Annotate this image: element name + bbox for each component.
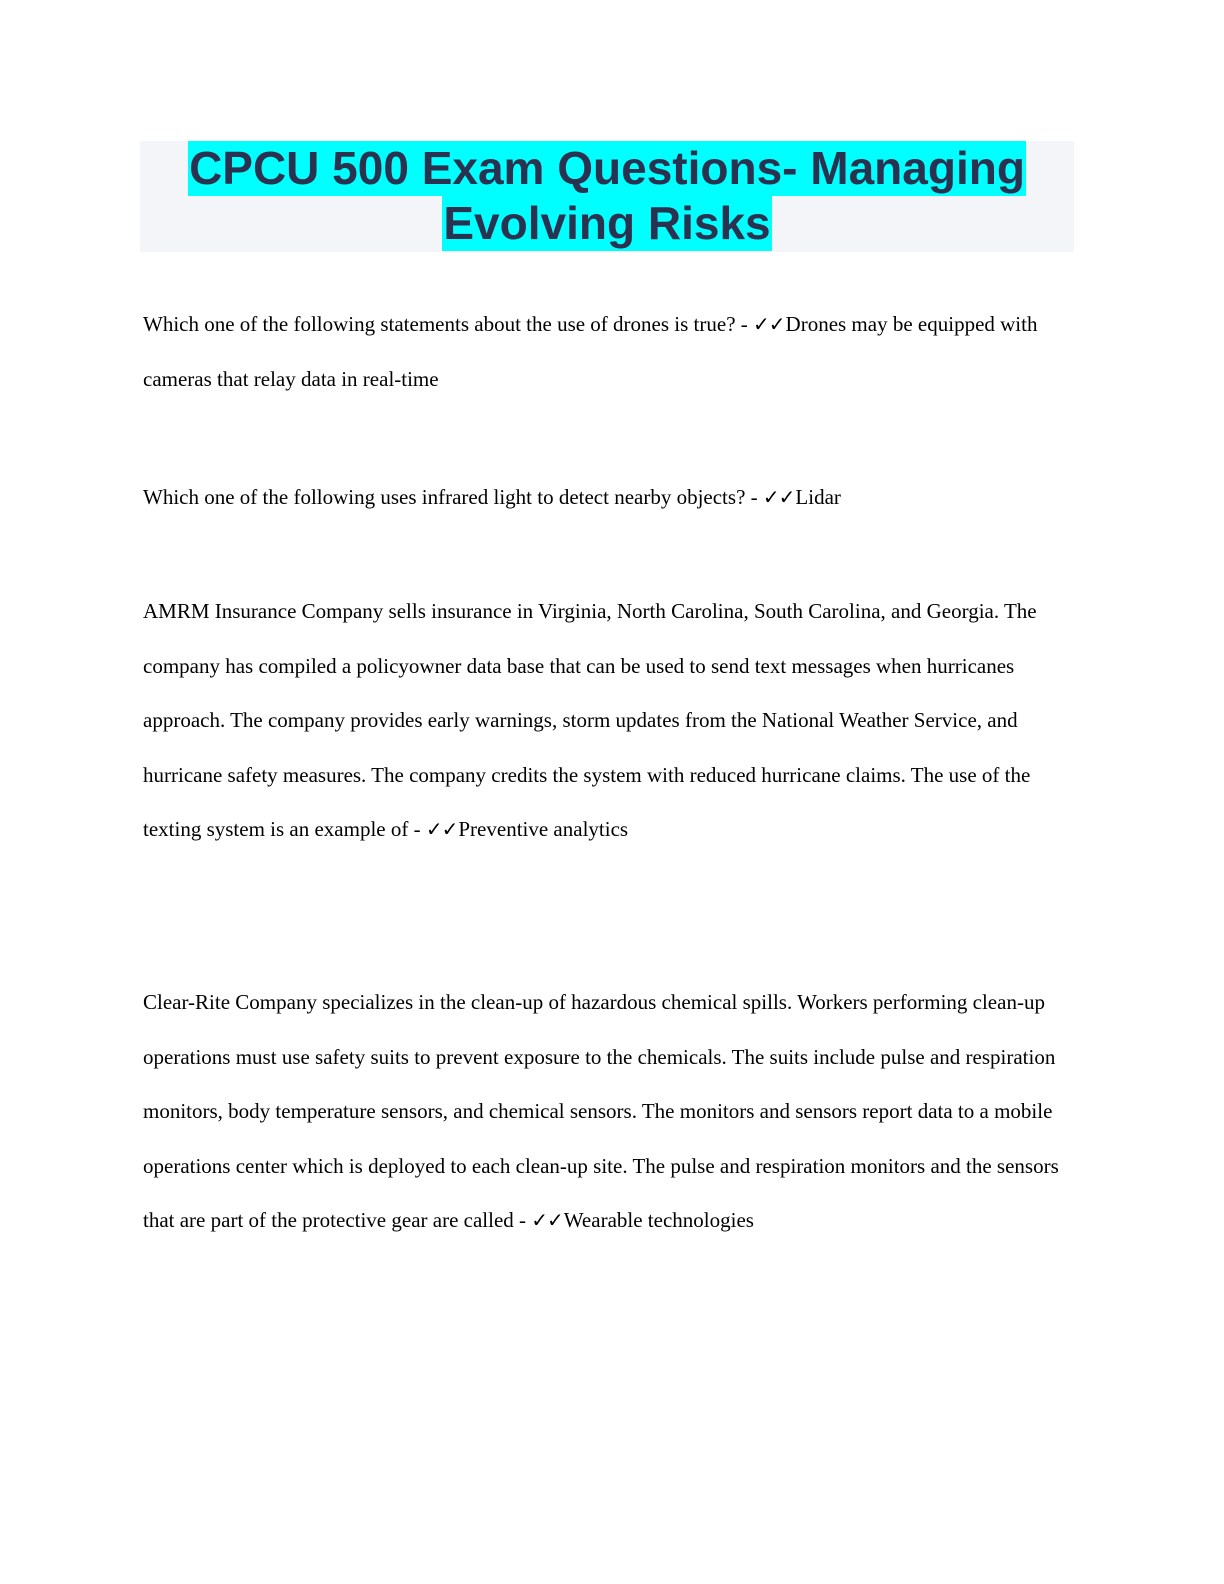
answer-text: Lidar	[795, 485, 841, 509]
question-text: Which one of the following statements about the use of drones is true? -	[143, 312, 754, 336]
question-text: Clear-Rite Company specializes in the clean-up of hazardous chemical spills. Workers performing clean-up operations must use safety suits to prevent exposure to the chemicals. The suits include pulse and respiration monitors, body temperature sensors, and chemical sensors. The monitors and sensors report data to a mobile operations center which is deployed to each clean-up site. The pulse and respiration monitors and the sensors that are part of the protective gear are called -	[143, 990, 1059, 1233]
qa-item	[143, 584, 1083, 857]
question-text: Which one of the following uses infrared light to detect nearby objects? -	[143, 485, 763, 509]
qa-item	[143, 297, 1083, 406]
answer-text: Preventive analytics	[458, 817, 629, 842]
document-title	[140, 141, 1074, 252]
title-line-2: Evolving Risks	[443, 197, 771, 249]
title-line-1: CPCU 500 Exam Questions- Managing	[189, 142, 1025, 194]
checkmark-icon: ✓✓	[753, 312, 785, 336]
qa-item	[143, 975, 1083, 1248]
answer-text: Wearable technologies	[563, 1208, 754, 1233]
question-text: AMRM Insurance Company sells insurance in Virginia, North Carolina, South Carolina, and Georgia. The company has compiled a policyowner data base that can be used to send text messages when hurricanes approach. The company provides early warnings, storm updates from the National Weather Service, and hurricane safety measures. The company credits the system with reduced hurricane claims. The use of the texting system is an example of -	[143, 599, 1037, 842]
answer-text: Drones may be equipped with cameras that relay data in real-time	[143, 312, 1038, 391]
checkmark-icon: ✓✓	[425, 817, 458, 842]
qa-item	[143, 470, 1083, 525]
checkmark-icon: ✓✓	[531, 1208, 563, 1233]
checkmark-icon: ✓✓	[762, 485, 795, 509]
